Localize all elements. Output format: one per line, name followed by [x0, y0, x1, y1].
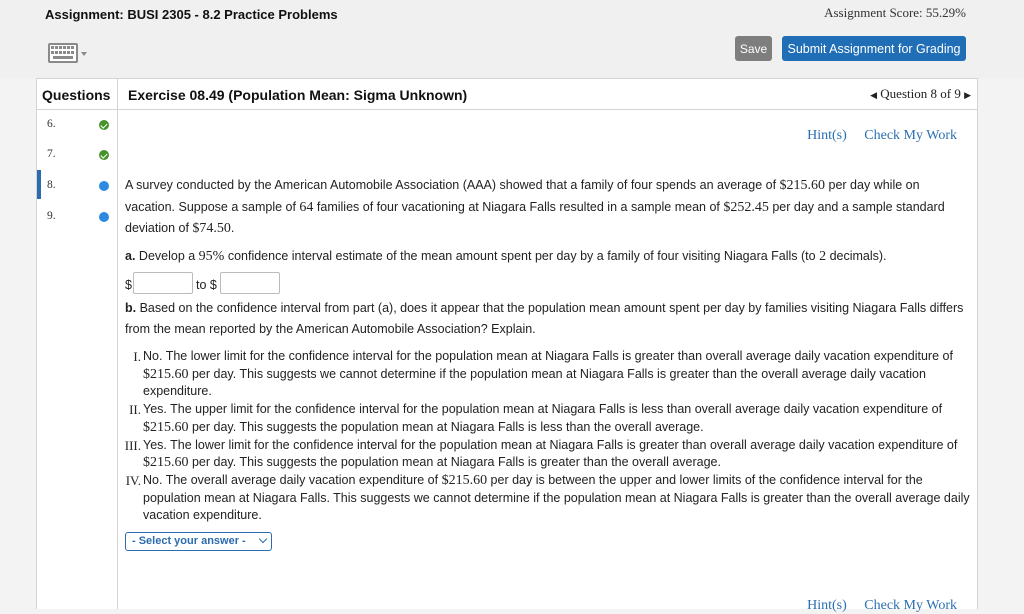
answer-select[interactable] [125, 532, 272, 551]
question-intro: A survey conducted by the American Automobile Association (AAA) showed that a family of four spends an average of $215.60 per day while on vacation. Suppose a sample of 64 families of four vacationing at Niagara Falls resulted in a sample mean of $252.45 per day and a sample standard deviation of $74.50. [125, 178, 945, 236]
questions-header [37, 79, 118, 110]
chevron-down-icon [259, 535, 267, 543]
question-number: 6. [47, 118, 56, 130]
assignment-panel [36, 78, 978, 613]
questions-sidebar [37, 110, 118, 609]
to-label: to $ [196, 278, 217, 292]
part-b-prompt: b. Based on the confidence interval from part (a), does it appear that the population mean amount spent per day by families visiting Niagara Falls differs from the mean reported by the American Automobile Association? Explain. [125, 301, 964, 336]
exercise-title: Exercise 08.49 (Population Mean: Sigma Unknown) [128, 87, 468, 103]
answer-select-value: - Select your answer - [132, 535, 246, 547]
confidence-interval-inputs [125, 272, 971, 296]
divider [118, 109, 977, 110]
answer-option: III. Yes. The lower limit for the confidence interval for the population mean at Niagara Falls is greater than overall average daily vacation expenditure of $215.60 per day. This suggests the population mean at Niagara Falls is greater than the overall average. [124, 437, 958, 471]
hint-links-top [793, 128, 957, 144]
hint-links-bottom [793, 598, 957, 614]
answer-options [125, 348, 971, 525]
questions-title: Questions [42, 87, 111, 103]
previous-question-icon[interactable]: ◀ [870, 90, 878, 100]
hints-link[interactable]: Hint(s) [807, 598, 847, 613]
top-bar [0, 0, 1024, 78]
keyboard-icon [47, 41, 89, 65]
assignment-score: Assignment Score: 55.29% [824, 5, 966, 20]
assignment-title: Assignment: BUSI 2305 - 8.2 Practice Problems [45, 7, 338, 22]
status-dot-icon [99, 212, 109, 222]
question-number: 8. [47, 179, 56, 191]
check-my-work-link[interactable]: Check My Work [864, 598, 957, 613]
check-my-work-link[interactable]: Check My Work [864, 128, 957, 143]
question-item-8[interactable] [37, 171, 117, 201]
question-item-9[interactable] [37, 202, 117, 232]
check-icon [99, 150, 109, 160]
question-content [125, 175, 971, 525]
question-item-7[interactable] [37, 140, 117, 170]
question-item-6[interactable] [37, 110, 117, 140]
status-dot-icon [99, 181, 109, 191]
answer-option: II. Yes. The upper limit for the confidence interval for the population mean at Niagara Falls is less than overall average daily vacation expenditure of $215.60 per day. This suggests the population mean at Niagara Falls is less than the overall average. [129, 402, 943, 435]
question-number: 9. [47, 210, 56, 222]
answer-option: IV. No. The overall average daily vacation expenditure of $215.60 per day is between the upper and lower limits of the confidence interval for the population mean at Niagara Falls. This suggests we cannot determine if the population mean at Niagara Falls is greater than the overall average daily vacation expenditure. [125, 472, 970, 523]
question-number: 7. [47, 148, 56, 160]
next-question-icon[interactable]: ▶ [964, 90, 971, 100]
save-button[interactable]: Save [735, 36, 772, 61]
lower-limit-input[interactable] [133, 272, 193, 294]
question-position: Question 8 of 9 [880, 86, 961, 101]
answer-option: I. No. The lower limit for the confidence interval for the population mean at Niagara Falls is greater than overall average daily vacation expenditure of $215.60 per day. This suggests we cannot determine if the population mean at Niagara Falls is greater than the overall average daily vacation expenditure. [133, 349, 953, 399]
check-icon [99, 120, 109, 130]
part-a-prompt: a. Develop a 95% confidence interval estimate of the mean amount spent per day by a family of four visiting Niagara Falls (to 2 decimals). [125, 248, 887, 264]
dollar-sign: $ [125, 278, 132, 292]
hints-link[interactable]: Hint(s) [807, 128, 847, 143]
question-navigator [870, 86, 971, 102]
submit-assignment-button[interactable]: Submit Assignment for Grading [782, 36, 966, 61]
upper-limit-input[interactable] [220, 272, 280, 294]
keyboard-menu-button[interactable] [47, 41, 89, 65]
